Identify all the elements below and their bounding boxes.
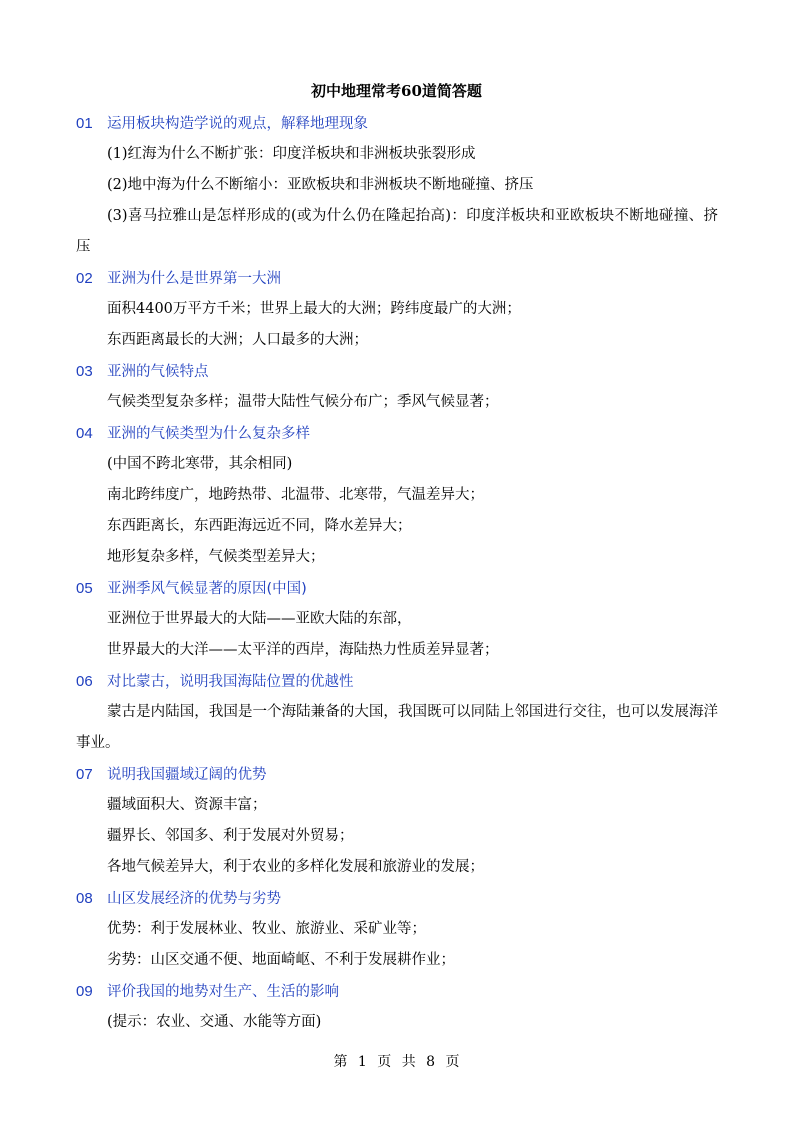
- answer-line: (2)地中海为什么不断缩小：亚欧板块和非洲板块不断地碰撞、挤压: [107, 177, 534, 193]
- question-title: 亚洲的气候特点: [107, 364, 209, 380]
- answer-line: 亚洲位于世界最大的大陆——亚欧大陆的东部，: [107, 611, 412, 627]
- question-heading: [76, 759, 718, 790]
- answer-line: 东西距离最长的大洲；人口最多的大洲；: [107, 332, 368, 348]
- question-block: [76, 666, 718, 759]
- question-block: [76, 418, 718, 573]
- question-block: [76, 356, 718, 418]
- question-title: 亚洲的气候类型为什么复杂多样: [107, 426, 310, 442]
- question-heading: [76, 883, 718, 914]
- question-heading: [76, 418, 718, 449]
- question-list: [76, 108, 718, 1038]
- question-title: 评价我国的地势对生产、生活的影响: [107, 984, 339, 1000]
- question-block: [76, 263, 718, 356]
- question-number: 03: [76, 363, 93, 380]
- question-heading: [76, 108, 718, 139]
- answer-line: 气候类型复杂多样；温带大陆性气候分布广；季风气候显著；: [107, 394, 499, 410]
- question-title: 运用板块构造学说的观点，解释地理现象: [107, 116, 368, 132]
- question-title: 亚洲季风气候显著的原因(中国): [107, 581, 307, 597]
- question-number: 06: [76, 673, 93, 690]
- answer-line: (提示：农业、交通、水能等方面): [107, 1014, 322, 1030]
- question-title: 亚洲为什么是世界第一大洲: [107, 271, 281, 287]
- question-heading: [76, 666, 718, 697]
- question-heading: [76, 976, 718, 1007]
- answer-paragraph: 蒙古是内陆国，我国是一个海陆兼备的大国，我国既可以同陆上邻国进行交往，也可以发展海洋事业。: [76, 704, 718, 751]
- question-number: 05: [76, 580, 93, 597]
- question-block: [76, 759, 718, 883]
- question-block: [76, 573, 718, 666]
- question-heading: [76, 356, 718, 387]
- answer-line: 地形复杂多样，气候类型差异大；: [107, 549, 325, 565]
- question-number: 04: [76, 425, 93, 442]
- question-number: 07: [76, 766, 93, 783]
- answer-line: (中国不跨北寒带，其余相同): [107, 456, 293, 472]
- answer-line: 劣势：山区交通不便、地面崎岖、不利于发展耕作业；: [107, 952, 455, 968]
- question-block: [76, 883, 718, 976]
- answer-line: 世界最大的大洋——太平洋的西岸，海陆热力性质差异显著；: [107, 642, 499, 658]
- answer-line: 疆域面积大、资源丰富；: [107, 797, 267, 813]
- question-title: 说明我国疆域辽阔的优势: [107, 767, 267, 783]
- question-number: 01: [76, 115, 93, 132]
- question-block: [76, 976, 718, 1038]
- answer-line: 东西距离长，东西距海远近不同，降水差异大；: [107, 518, 412, 534]
- answer-line: 优势：利于发展林业、牧业、旅游业、采矿业等；: [107, 921, 426, 937]
- page-footer: 第 1 页 共 8 页: [333, 1054, 460, 1070]
- answer-line: 疆界长、邻国多、利于发展对外贸易；: [107, 828, 354, 844]
- question-number: 08: [76, 890, 93, 907]
- answer-paragraph: (3)喜马拉雅山是怎样形成的(或为什么仍在隆起抬高)：印度洋板块和亚欧板块不断地碰撞、挤压: [76, 208, 718, 255]
- answer-line: 南北跨纬度广，地跨热带、北温带、北寒带，气温差异大；: [107, 487, 484, 503]
- question-heading: [76, 263, 718, 294]
- question-number: 09: [76, 983, 93, 1000]
- question-title: 山区发展经济的优势与劣势: [107, 891, 281, 907]
- answer-line: 各地气候差异大，利于农业的多样化发展和旅游业的发展；: [107, 859, 484, 875]
- answer-line: 面积4400万平方千米；世界上最大的大洲；跨纬度最广的大洲；: [107, 301, 521, 317]
- document-title: 初中地理常考60道简答题: [311, 82, 482, 100]
- answer-line: (1)红海为什么不断扩张：印度洋板块和非洲板块张裂形成: [107, 146, 476, 162]
- question-heading: [76, 573, 718, 604]
- question-number: 02: [76, 270, 93, 287]
- question-title: 对比蒙古，说明我国海陆位置的优越性: [107, 674, 354, 690]
- question-block: [76, 108, 718, 263]
